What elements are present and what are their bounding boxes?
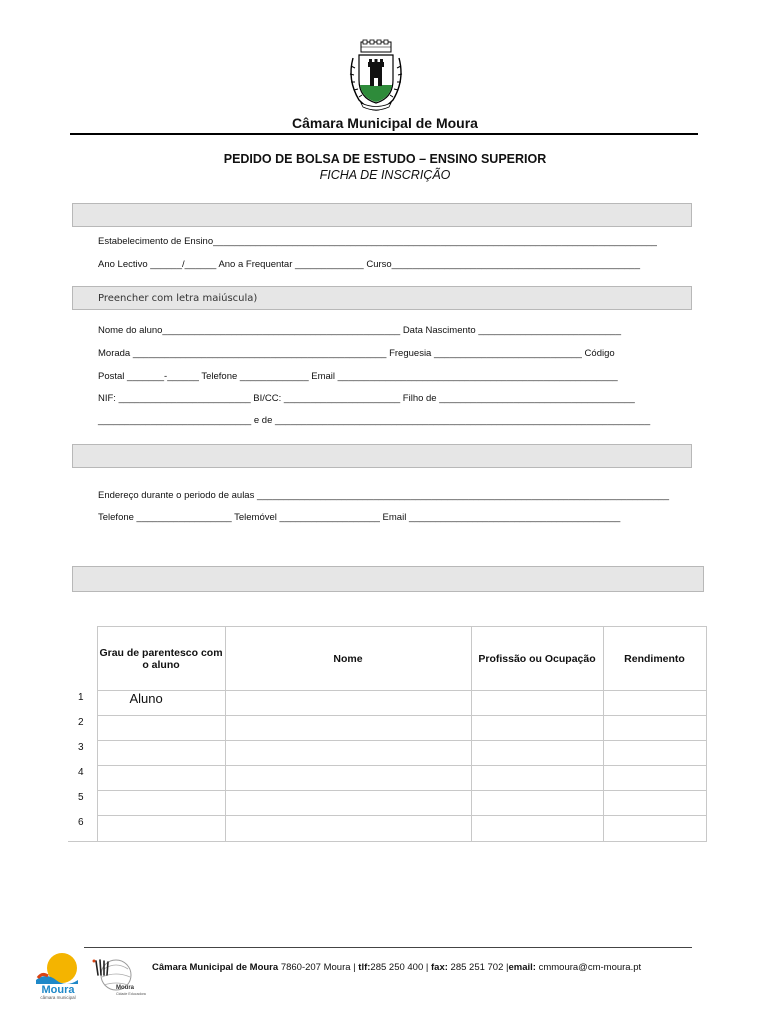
section-bar-school: [72, 203, 692, 227]
kinship-cell[interactable]: [97, 816, 225, 842]
income-cell[interactable]: [603, 816, 706, 842]
moura-logo-name: Moura: [41, 984, 75, 996]
household-table: [68, 626, 707, 842]
document-title: PEDIDO DE BOLSA DE ESTUDO – ENSINO SUPERIOR: [223, 152, 547, 166]
table-row: [68, 816, 706, 842]
document-subtitle: FICHA DE INSCRIÇÃO: [319, 168, 451, 182]
header-kinship: Grau de parentesco com o aluno: [97, 627, 225, 691]
term-address-field[interactable]: Endereço durante o periodo de aulas ______________________________________________________________________________: [98, 490, 670, 501]
kinship-cell[interactable]: [97, 791, 225, 816]
edu-logo-name: Moura: [116, 985, 134, 991]
footer-address: 7860-207 Moura |: [280, 962, 356, 973]
occupation-cell[interactable]: [471, 766, 603, 791]
coat-of-arms-icon: [345, 40, 407, 112]
row-number: 2: [68, 716, 97, 741]
occupation-cell[interactable]: [471, 741, 603, 766]
footer-org: Câmara Municipal de Moura: [152, 962, 279, 973]
income-cell[interactable]: [603, 766, 706, 791]
name-cell[interactable]: [225, 816, 471, 842]
row-number: 4: [68, 766, 97, 791]
table-header-row: [68, 627, 706, 691]
footer-fax: 285 251 702 |: [450, 962, 509, 973]
municipality-title: Câmara Municipal de Moura: [292, 115, 478, 131]
footer-tlf-label: tlf:: [358, 962, 371, 973]
moura-municipal-logo: [32, 950, 84, 1000]
footer-contacts: [152, 962, 641, 973]
section-bar-student: [72, 286, 692, 310]
parent-names-field[interactable]: _____________________________ e de _______________________________________________________________________: [98, 415, 651, 426]
table-row: [68, 791, 706, 816]
occupation-cell[interactable]: [471, 816, 603, 842]
table-row: [68, 716, 706, 741]
name-cell[interactable]: [225, 741, 471, 766]
table-row: [68, 741, 706, 766]
table-row: [68, 766, 706, 791]
row-number: 1: [68, 691, 97, 716]
postal-phone-email-fields[interactable]: Postal _______-______ Telefone _____________ Email _____________________________________________________: [98, 371, 618, 382]
section-bar-label-term: [73, 445, 691, 451]
row-number: 3: [68, 741, 97, 766]
occupation-cell[interactable]: [471, 691, 603, 716]
name-cell[interactable]: [225, 791, 471, 816]
section-bar-label-uppercase: Preencher com letra maiúscula): [98, 293, 258, 304]
name-cell[interactable]: [225, 766, 471, 791]
header-spacer: [68, 627, 97, 691]
occupation-cell[interactable]: [471, 716, 603, 741]
kinship-cell[interactable]: [97, 741, 225, 766]
table-row: [68, 691, 706, 716]
footer-divider: [84, 947, 692, 948]
income-cell[interactable]: [603, 716, 706, 741]
year-course-fields[interactable]: Ano Lectivo ______/______ Ano a Frequentar _____________ Curso_______________________________________________: [98, 259, 641, 270]
footer-fax-label: fax:: [431, 962, 448, 973]
student-name-birthdate-fields[interactable]: Nome do aluno_____________________________________________ Data Nascimento ___________________________: [98, 325, 621, 336]
name-cell[interactable]: [225, 716, 471, 741]
header-occupation: Profissão ou Ocupação: [471, 627, 603, 691]
income-cell[interactable]: [603, 741, 706, 766]
kinship-cell[interactable]: [97, 716, 225, 741]
footer-email[interactable]: cmmoura@cm-moura.pt: [538, 962, 642, 973]
kinship-cell[interactable]: Aluno: [97, 691, 225, 716]
section-bar-label-household: [73, 567, 703, 573]
section-bar-label: [73, 204, 691, 210]
header-name: Nome: [225, 627, 471, 691]
title-divider: [70, 133, 698, 135]
footer-email-label: email:: [508, 962, 536, 973]
edu-logo-sub: Cidade Educadora: [116, 992, 146, 996]
section-bar-household: [72, 566, 704, 592]
kinship-cell[interactable]: [97, 766, 225, 791]
income-cell[interactable]: [603, 691, 706, 716]
income-cell[interactable]: [603, 791, 706, 816]
row-number: 5: [68, 791, 97, 816]
footer-tlf: 285 250 400 |: [370, 962, 429, 973]
term-contacts-fields[interactable]: Telefone __________________ Telemóvel ___________________ Email ________________________________________: [98, 512, 621, 523]
header-income: Rendimento: [603, 627, 706, 691]
school-field[interactable]: Estabelecimento de Ensino____________________________________________________________________________________: [98, 236, 657, 247]
moura-logo-sub: câmara municipal: [40, 995, 76, 1000]
section-bar-term-address: [72, 444, 692, 468]
row-number: 6: [68, 816, 97, 842]
address-parish-fields[interactable]: Morada ________________________________________________ Freguesia ____________________________ Código: [98, 348, 615, 359]
nif-bicc-parent-fields[interactable]: NIF: _________________________ BI/CC: ______________________ Filho de _____________________________________: [98, 393, 635, 404]
name-cell[interactable]: [225, 691, 471, 716]
occupation-cell[interactable]: [471, 791, 603, 816]
cidade-educadora-logo: [90, 955, 146, 997]
